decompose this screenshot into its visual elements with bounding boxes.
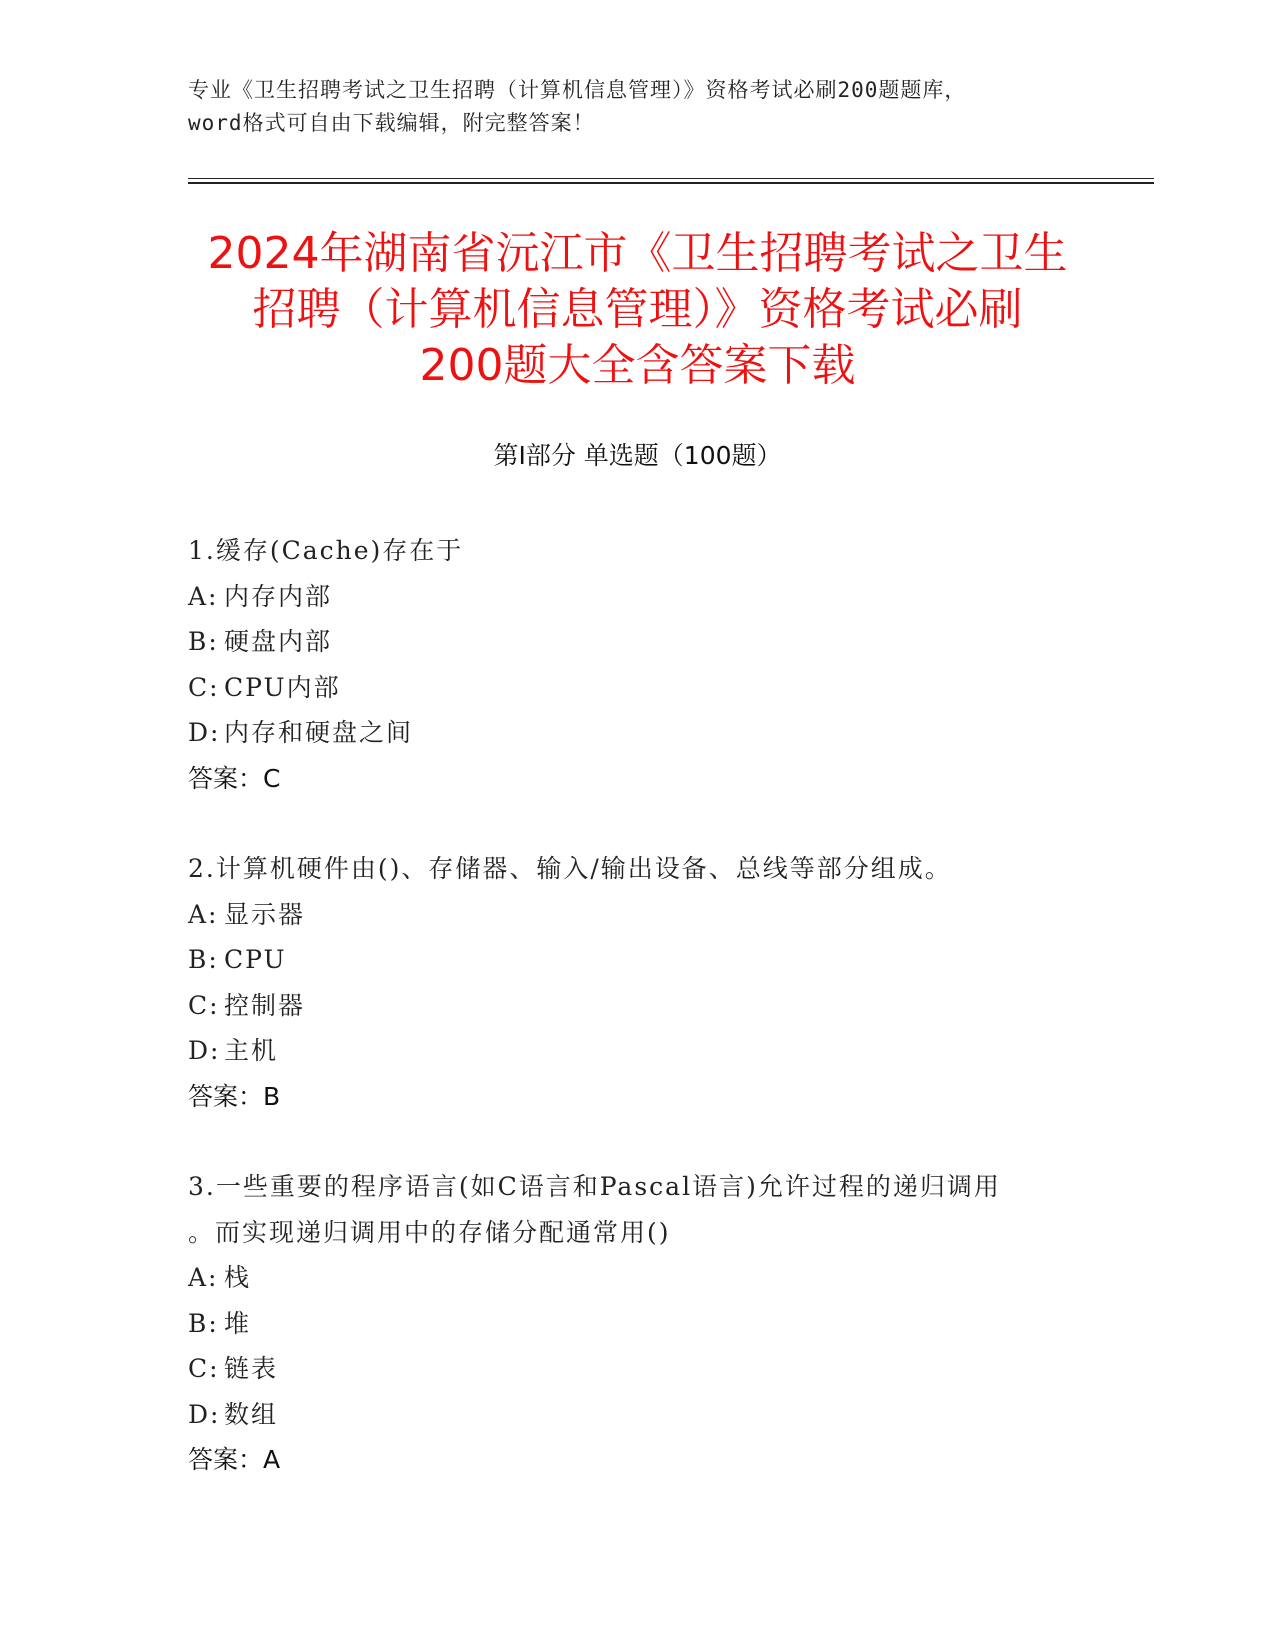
header-note-line: word格式可自由下载编辑，附完整答案！ [188, 111, 595, 135]
option-key: B: [188, 1308, 219, 1338]
option-text: CPU内部 [224, 672, 341, 702]
document-title-line: 200题大全含答案下载 [419, 340, 856, 391]
header-note [188, 74, 1088, 140]
question-stem [188, 1164, 1088, 1255]
option-text: 主机 [224, 1036, 279, 1065]
option-d [188, 1392, 1088, 1438]
option-text: 数组 [224, 1399, 279, 1429]
option-key: B: [188, 627, 219, 656]
option-text: 堆 [224, 1308, 252, 1338]
option-c [188, 665, 1088, 711]
option-b [188, 937, 1088, 983]
option-key: A: [188, 899, 219, 929]
question-list [188, 528, 1088, 1528]
option-b [188, 1301, 1088, 1347]
option-key: C: [188, 990, 220, 1020]
header-divider-thin [188, 178, 1154, 179]
option-a [188, 1255, 1088, 1301]
question-stem-line: 2.计算机硬件由()、存储器、输入/输出设备、总线等部分组成。 [188, 854, 952, 883]
question-stem [188, 528, 1088, 574]
option-d [188, 710, 1088, 756]
option-d [188, 1028, 1088, 1074]
option-text: 控制器 [224, 990, 306, 1020]
question-stem-line: 。而实现递归调用中的存储分配通常用() [188, 1217, 671, 1247]
option-key: B: [188, 945, 219, 974]
section-title: 第Ⅰ部分 单选题（100题） [493, 441, 782, 470]
question-stem-line: 1.缓存(Cache)存在于 [188, 536, 464, 565]
option-key: A: [188, 581, 219, 611]
option-c [188, 983, 1088, 1029]
option-key: D: [188, 1036, 221, 1065]
option-key: A: [188, 1263, 219, 1292]
option-a [188, 892, 1088, 938]
answer-label: 答案：A [188, 1445, 281, 1474]
question-stem [188, 846, 1088, 892]
header-note-line: 专业《卫生招聘考试之卫生招聘（计算机信息管理）》资格考试必刷200题题库， [188, 78, 967, 102]
option-text: CPU [224, 945, 287, 974]
option-text: 硬盘内部 [224, 627, 333, 656]
question-item [188, 846, 1088, 1119]
document-title [160, 226, 1115, 394]
option-key: D: [188, 1399, 221, 1429]
option-text: 内存和硬盘之间 [224, 718, 414, 747]
answer-label: 答案：C [188, 763, 281, 793]
option-b [188, 619, 1088, 665]
option-text: 内存内部 [224, 581, 333, 611]
question-item [188, 1164, 1088, 1483]
option-key: D: [188, 718, 221, 747]
document-title-line: 招聘（计算机信息管理）》资格考试必刷 [252, 284, 1023, 335]
header-divider-thick [188, 182, 1154, 184]
document-title-line: 2024年湖南省沅江市《卫生招聘考试之卫生 [207, 228, 1068, 279]
option-key: C: [188, 672, 220, 702]
question-item [188, 528, 1088, 801]
option-a [188, 574, 1088, 620]
option-text: 显示器 [224, 899, 306, 929]
question-stem-line: 3.一些重要的程序语言(如C语言和Pascal语言)允许过程的递归调用 [188, 1172, 1001, 1201]
answer-label: 答案：B [188, 1081, 281, 1111]
option-text: 链表 [224, 1354, 279, 1383]
option-c [188, 1346, 1088, 1392]
option-key: C: [188, 1354, 220, 1383]
option-text: 栈 [224, 1263, 252, 1292]
